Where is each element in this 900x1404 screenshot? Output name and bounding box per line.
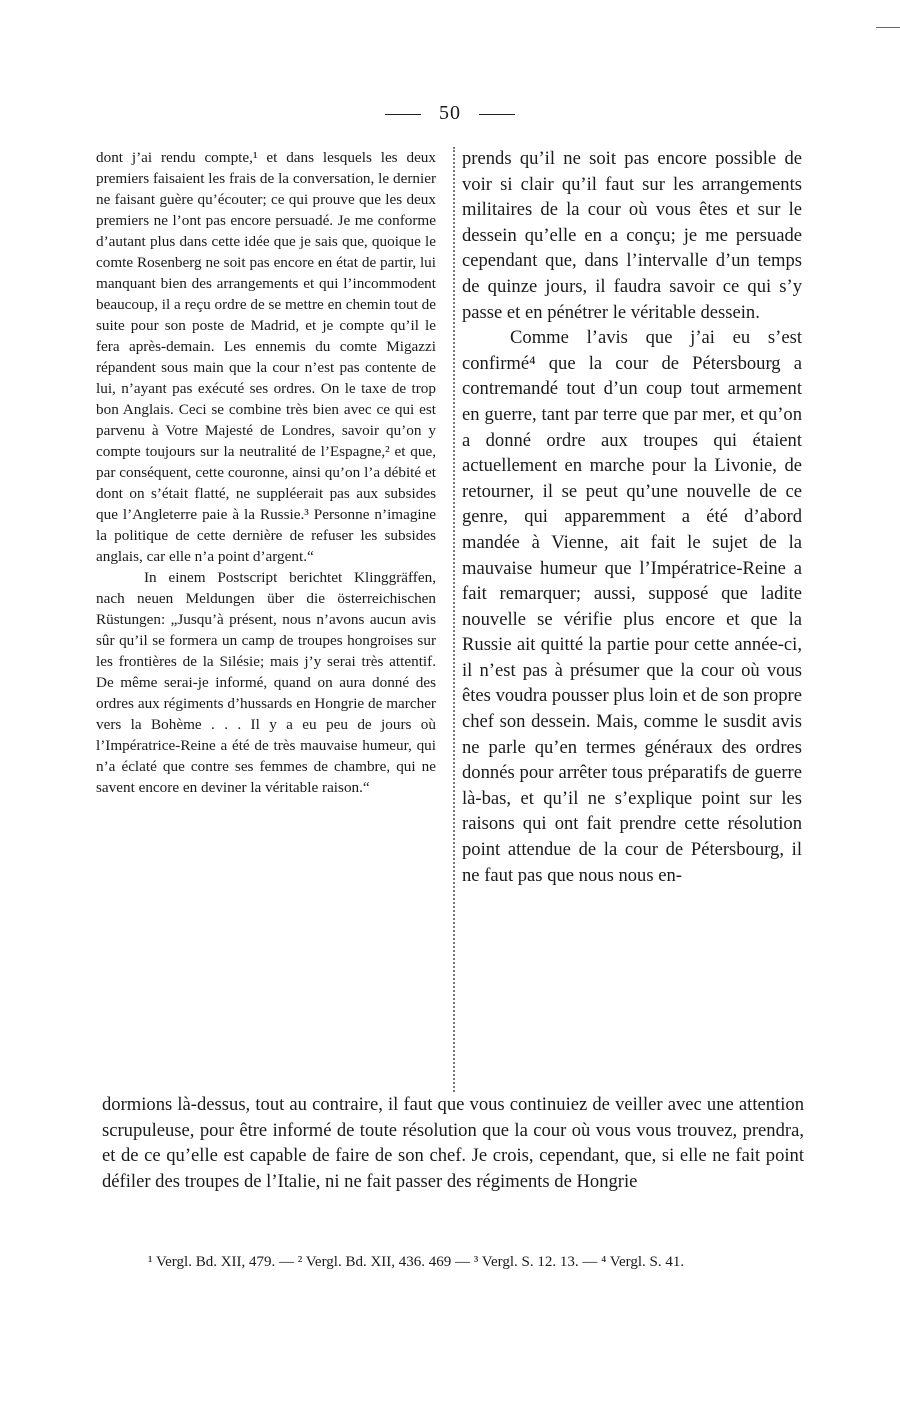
- full-width-paragraph: dormions là-dessus, tout au contraire, il faut que vous continuiez de veiller avec une attention scrupuleuse, pour être informé de toute résolution que la cour où vous vous trouvez, prendra, et de ce qu’elle est capable de faire de son chef. Je crois, cependant, que, si elle ne fait point défiler des troupes de l’Italie, ni ne fait passer des régiments de Hongrie: [102, 1094, 804, 1192]
- header-rule-right: [479, 114, 515, 115]
- corner-rule: [876, 27, 900, 28]
- left-paragraph-2: In einem Postscript berichtet Klinggräffen, nach neuen Meldungen über die österreichischen Rüstungen: „Jusqu’à présent, nous n’avons aucun avis sûr qu’il se formera un camp de troupes hongroises sur les frontières de la Silésie; mais j’y serai très attentif. De même serai-je informé, quand on aura donné des ordres aux régiments d’hussards en Hongrie de marcher vers la Bohème . . . Il y a eu peu de jours où l’Impératrice-Reine a été de très mauvaise humeur, qui n’a éclaté que contre ses femmes de chambre, qui ne savent encore en deviner la véritable raison.“: [96, 569, 436, 796]
- left-column: [96, 147, 436, 798]
- right-column: [462, 146, 802, 888]
- column-divider: [453, 147, 455, 1092]
- right-paragraph-2: Comme l’avis que j’ai eu s’est confirmé⁴ que la cour de Pétersbourg a contremandé tout d’un coup tout armement en guerre, tant par terre que par mer, et qu’on a donné ordre aux troupes qui étaient actuellement en marche pour la Livonie, de retourner, il se peut qu’une nouvelle de ce genre, qui apparemment a été d’abord mandée à Vienne, ait fait le sujet de la mauvaise humeur que l’Impératrice-Reine a fait remarquer; aussi, supposé que ladite nouvelle se vérifie plus encore et que la Russie ait quitté la partie pour cette année-ci, il n’est pas à présumer que la cour où vous êtes voudra pousser plus loin et de son propre chef son dessein. Mais, comme le susdit avis ne parle qu’en termes généraux des ordres donnés pour arrêter tous préparatifs de guerre là-bas, et qu’il ne s’explique point sur les raisons qui ont fait prendre cette résolution point attendue de la cour de Pétersbourg, il ne faut pas que nous nous en-: [462, 327, 802, 886]
- page-header: [0, 102, 900, 125]
- footnote-text: ¹ Vergl. Bd. XII, 479. — ² Vergl. Bd. XII, 436. 469 — ³ Vergl. S. 12. 13. — ⁴ Vergl. S. 41.: [148, 1254, 685, 1270]
- right-paragraph-1: prends qu’il ne soit pas encore possible de voir si clair qu’il faut sur les arrangements militaires de la cour où vous êtes et sur le dessein qu’elle en a conçu; je me persuade cependant que, dans l’intervalle d’un temps de quinze jours, il faudra savoir ce qui s’y passe et en pénétrer le véritable dessein.: [462, 148, 802, 323]
- header-rule-left: [385, 114, 421, 115]
- full-width-text: [102, 1092, 804, 1194]
- left-paragraph-1: dont j’ai rendu compte,¹ et dans lesquels les deux premiers faisaient les frais de la conversation, le dernier ne faisant guère qu’écouter; ce qui prouve que les deux premiers ne l’ont pas encore persuadé. Je me conforme d’autant plus dans cette idée que je sais que, quoique le comte Rosenberg ne soit pas encore en état de partir, lui manquant bien des arrangements et qui l’incommodent beaucoup, il a reçu ordre de se mettre en chemin tout de suite pour son poste de Madrid, et je compte qu’il le fera après-demain. Les ennemis du comte Migazzi répandent sous main que la cour n’est pas contente de lui, n’ayant pas exécuté ses ordres. On le taxe de trop bon Anglais. Ceci se combine très bien avec ce qui est parvenu à Votre Majesté de Londres, savoir qu’on y compte toujours sur la neutralité de l’Espagne,² et que, par conséquent, cette couronne, ainsi qu’on l’a débité et dont on s’était flatté, ne suppléerait pas aux subsides que l’Angleterre paie à la Russie.³ Personne n’imagine la politique de cette dernière de refuser les subsides anglais, car elle n’a point d’argent.“: [96, 149, 436, 565]
- footnotes: [102, 1250, 804, 1274]
- page-number: 50: [439, 102, 461, 124]
